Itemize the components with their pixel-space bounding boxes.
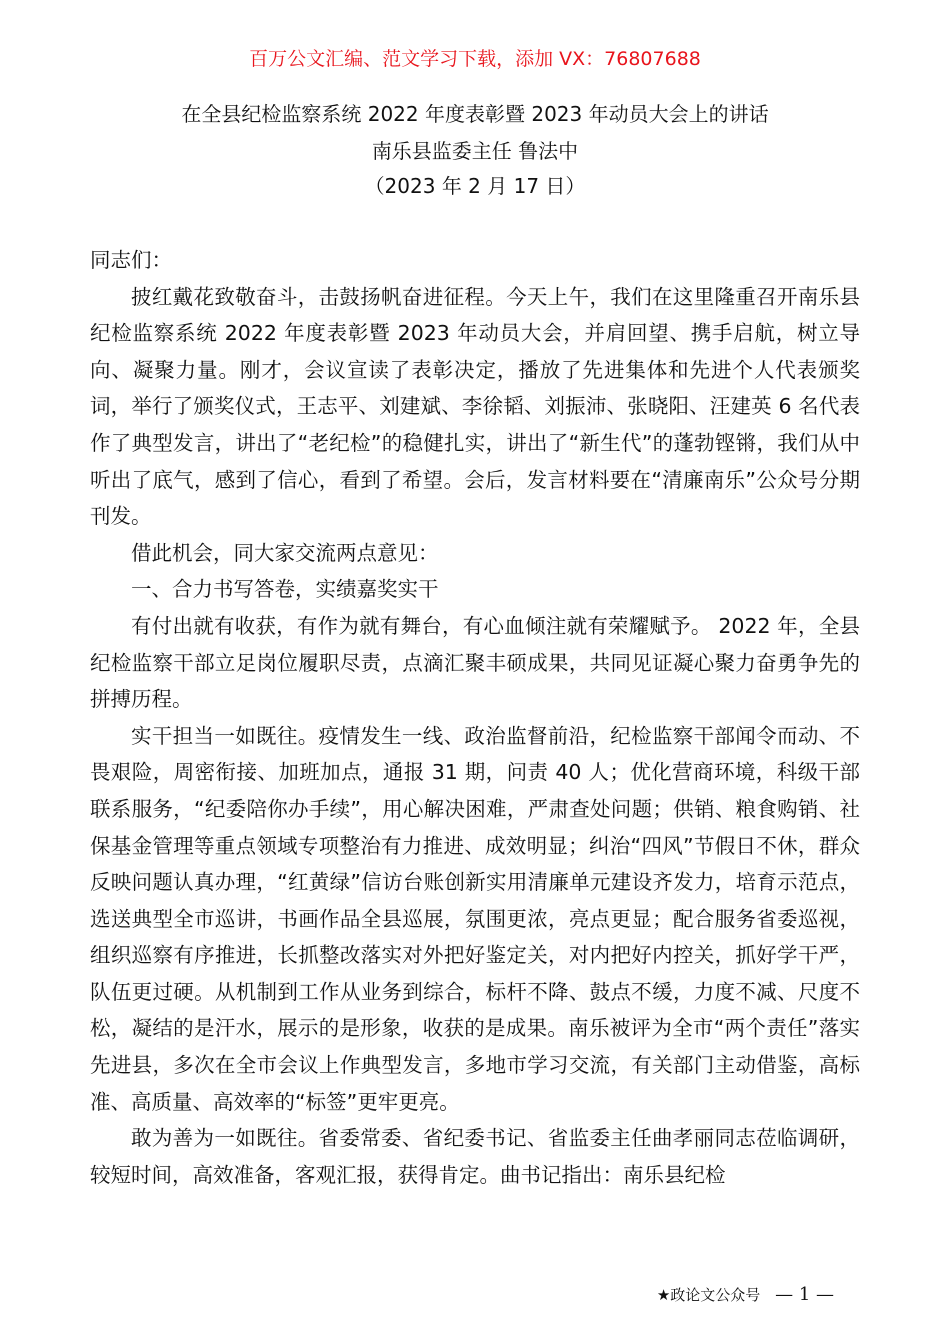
document-title: 在全县纪检监察系统 2022 年度表彰暨 2023 年动员大会上的讲话 [181, 102, 769, 126]
document-author: 南乐县监委主任 鲁法中 [371, 139, 579, 163]
paragraph-opening: 披红戴花致敬奋斗，击鼓扬帆奋进征程。今天上午，我们在这里隆重召开南乐县纪检监察系统 2022 年度表彰暨 2023 年动员大会，并肩回望、携手启航，树立导向、凝聚力量。刚才，会议宣读了表彰决定，播放了先进集体和先进个人代表颁奖词，举行了颁奖仪式，王志平、刘建斌、李徐韬、刘振沛、张晓阳、汪建英 6 名代表作了典型发言，讲出了“老纪检”的稳健扎实，讲出了“新生代”的蓬勃铿锵，我们从中听出了底气，感到了信心，看到了希望。会后，发言材料要在“清廉南乐”公众号分期刊发。 [90, 284, 860, 529]
footer-source: ★政论文公众号 [656, 1286, 761, 1304]
paragraph-courage: 敢为善为一如既往。省委常委、省纪委书记、省监委主任曲孝丽同志莅临调研，较短时间，高效准备，客观汇报，获得肯定。曲书记指出：南乐县纪检 [90, 1126, 860, 1187]
download-banner: 百万公文汇编、范文学习下载，添加 VX：76807688 [249, 48, 701, 70]
section-heading-1: 一、合力书写答卷，实绩嘉奖实干 [131, 577, 439, 602]
salutation: 同志们： [90, 248, 172, 272]
document-date: （2023 年 2 月 17 日） [364, 174, 586, 198]
page-footer [657, 1284, 834, 1306]
document-body [90, 242, 860, 1193]
paragraph-practice: 实干担当一如既往。疫情发生一线、政治监督前沿，纪检监察干部闻令而动、不畏艰险，周密衔接、加班加点，通报 31 期，问责 40 人；优化营商环境，科级干部联系服务，“纪委陪你办手续”，用心解决困难，严肃查处问题；供销、粮食购销、社保基金管理等重点领域专项整治有力推进、成效明显；纠治“四风”节假日不休，群众反映问题认真办理，“红黄绿”信访台账创新实用清廉单元建设齐发力，培育示范点，选送典型全市巡讲，书画作品全县巡展，氛围更浓，亮点更显；配合服务省委巡视，组织巡察有序推进，长抓整改落实对外把好鉴定关，对内把好内控关，抓好学干严，队伍更过硬。从机制到工作从业务到综合，标杆不降、鼓点不缓，力度不减、尺度不松，凝结的是汗水，展示的是形象，收获的是成果。南乐被评为全市“两个责任”落实先进县，多次在全市会议上作典型发言，多地市学习交流，有关部门主动借鉴，高标准、高质量、高效率的“标签”更牢更亮。 [90, 723, 860, 1114]
paragraph-summary: 有付出就有收获，有作为就有舞台，有心血倾注就有荣耀赋予。 2022 年，全县纪检监察干部立足岗位履职尽责，点滴汇聚丰硕成果，共同见证凝心聚力奋勇争先的拼搏历程。 [90, 613, 860, 712]
paragraph-intro: 借此机会，同大家交流两点意见： [131, 540, 439, 565]
page-number: — 1 — [775, 1284, 834, 1305]
